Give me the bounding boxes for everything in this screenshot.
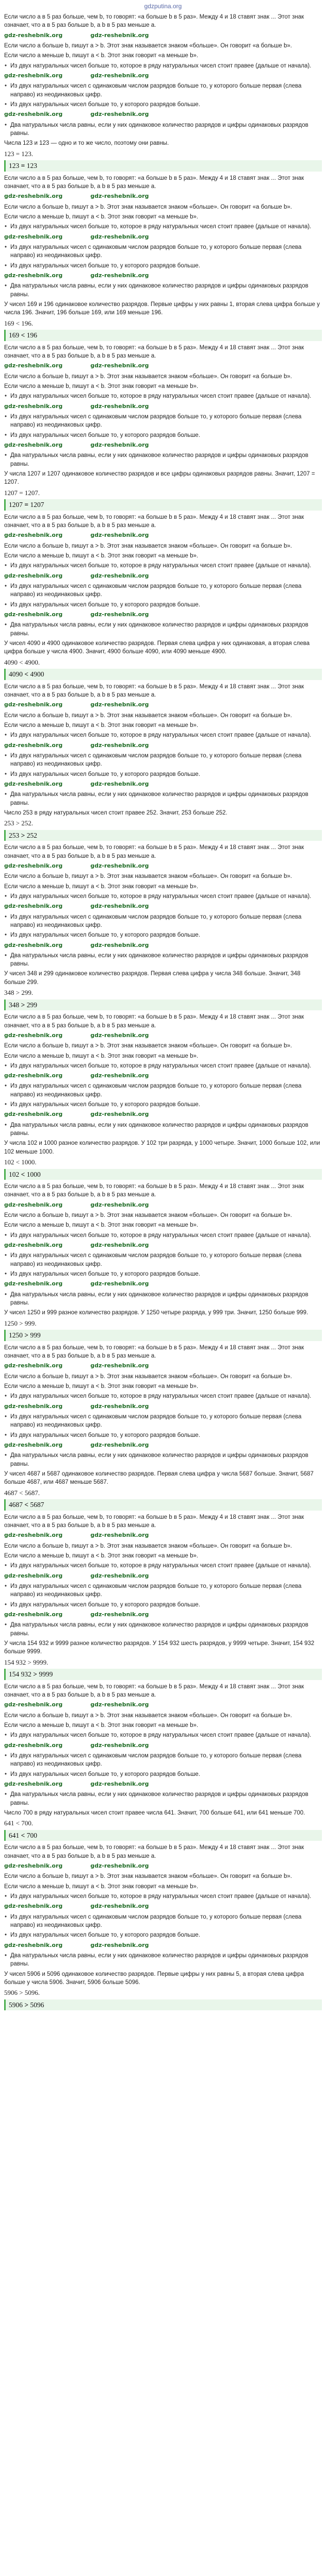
- less-sign-rule: Если число a меньше b, пишут a < b. Этот знак говорит «a меньше b».: [4, 1883, 199, 1890]
- rule-more-digits: • Из двух натуральных чисел больше то, у которого разрядов больше.: [4, 931, 322, 939]
- watermark-logo: gdz-reshebnik.org: [4, 272, 63, 279]
- solutions-content: [4, 13, 322, 2010]
- answer-sign: >: [24, 1331, 29, 1340]
- watermark-logo: gdz-reshebnik.org: [4, 1280, 63, 1287]
- greater-sign-rule: Если число a больше b, пишут a > b. Этот знак называется знаком «больше». Он говорит «a больше b».: [4, 712, 292, 719]
- less-sign-rule: Если число a меньше b, пишут a < b. Этот знак говорит «a меньше b».: [4, 1722, 199, 1729]
- rule-number-line: • Из двух натуральных чисел больше то, которое в ряду натуральных чисел стоит правее (дальше от начала).: [4, 1062, 322, 1070]
- watermark-logo: gdz-reshebnik.org: [90, 402, 149, 410]
- watermark-logo: gdz-reshebnik.org: [90, 1741, 149, 1749]
- watermark-logo: gdz-reshebnik.org: [4, 1532, 63, 1539]
- watermark-logo: gdz-reshebnik.org: [4, 1862, 63, 1870]
- watermark-logo: gdz-reshebnik.org: [4, 862, 63, 869]
- answer-left: 4687: [9, 1501, 23, 1509]
- rule-number-line: • Из двух натуральных чисел больше то, которое в ряду натуральных чисел стоит правее (дальше от начала).: [4, 1892, 322, 1901]
- watermark-row: [4, 1031, 322, 1040]
- solution-section: [4, 843, 322, 1010]
- intro-text: Если число a в 5 раз больше, чем b, то говорят: «a больше b в 5 раз». Между 4 и 18 ставят знак ... Этот знак означает, что a в 5 раз больше b, а b в 5 раз меньше a.: [4, 1014, 304, 1029]
- rule-number-line: • Из двух натуральных чисел больше то, которое в ряду натуральных чисел стоит правее (дальше от начала).: [4, 892, 322, 901]
- intro-text: Если число a в 5 раз больше, чем b, то говорят: «a больше b в 5 раз». Между 4 и 18 ставят знак ... Этот знак означает, что a в 5 раз больше b, а b в 5 раз меньше a.: [4, 1183, 304, 1198]
- answer-box: [4, 1330, 322, 1341]
- watermark-logo: gdz-reshebnik.org: [4, 1941, 63, 1948]
- rule-more-digits: • Из двух натуральных чисел больше то, у которого разрядов больше.: [4, 262, 322, 270]
- watermark-row: [4, 531, 322, 539]
- answer-right: 1207: [30, 501, 44, 509]
- answer-left: 169: [9, 331, 20, 340]
- comparison-line: 5906 > 5096.: [4, 1989, 40, 1997]
- solution-explanation: У чисел 4687 и 5687 одинаковое количество разрядов. Первая слева цифра у числа 5687 больше. Значит, 5687 больше 4687, или 4687 меньше 5687.: [4, 1471, 314, 1486]
- answer-right: 196: [26, 331, 37, 340]
- watermark-row: [4, 192, 322, 200]
- rule-same-digits: • Из двух натуральных чисел с одинаковым числом разрядов больше то, у которого больше первая (слева направо) из неодинаковых цифр.: [4, 913, 322, 930]
- intro-text: Если число a в 5 раз больше, чем b, то говорят: «a больше b в 5 раз». Между 4 и 18 ставят знак ... Этот знак означает, что a в 5 раз больше b, а b в 5 раз меньше a.: [4, 1683, 304, 1699]
- greater-sign-rule: Если число a больше b, пишут a > b. Этот знак называется знаком «больше». Он говорит «a больше b».: [4, 543, 292, 549]
- greater-sign-rule: Если число a больше b, пишут a > b. Этот знак называется знаком «больше». Он говорит «a больше b».: [4, 1543, 292, 1549]
- rule-equal-numbers: • Два натуральных числа равны, если у них одинаковое количество разрядов и цифры одинаковых разрядов равны.: [4, 621, 322, 638]
- watermark-row: [4, 272, 322, 280]
- watermark-row: [4, 1201, 322, 1209]
- rule-equal-numbers: • Два натуральных числа равны, если у них одинаковое количество разрядов и цифры одинаковых разрядов равны.: [4, 952, 322, 969]
- solution-explanation: У числа 1207 и 1207 одинаковое количество разрядов и все цифры одинаковых разрядов равны. Значит, 1207 = 1207.: [4, 470, 315, 486]
- watermark-row: [4, 1241, 322, 1249]
- rule-number-line: • Из двух натуральных чисел больше то, которое в ряду натуральных чисел стоит правее (дальше от начала).: [4, 1231, 322, 1240]
- watermark-row: [4, 1441, 322, 1449]
- watermark-logo: gdz-reshebnik.org: [4, 1111, 63, 1118]
- watermark-row: [4, 1701, 322, 1709]
- answer-left: 123: [9, 162, 20, 170]
- answer-left: 154 932: [9, 1670, 31, 1679]
- watermark-row: [4, 1110, 322, 1118]
- solution-explanation: Число 253 в ряду натуральных чисел стоит правее 252. Значит, 253 больше 252.: [4, 809, 227, 816]
- watermark-logo: gdz-reshebnik.org: [90, 941, 149, 948]
- answer-right: 700: [26, 1831, 37, 1839]
- rule-equal-numbers: • Два натуральных числа равны, если у них одинаковое количество разрядов и цифры одинаковых разрядов равны.: [4, 1952, 322, 1969]
- watermark-logo: gdz-reshebnik.org: [90, 1862, 149, 1870]
- watermark-logo: gdz-reshebnik.org: [90, 31, 149, 39]
- solution-explanation: У чисел 169 и 196 одинаковое количество разрядов. Первые цифры у них равны 1, вторая слева цифра больше у числа 196. Значит, 196 больше 169, или 169 меньше 196.: [4, 301, 320, 316]
- watermark-logo: gdz-reshebnik.org: [4, 441, 63, 448]
- comparison-line: 123 = 123.: [4, 149, 34, 158]
- watermark-logo: gdz-reshebnik.org: [90, 1941, 149, 1948]
- watermark-logo: gdz-reshebnik.org: [90, 1280, 149, 1287]
- watermark-logo: gdz-reshebnik.org: [4, 1903, 63, 1910]
- rule-equal-numbers: • Два натуральных числа равны, если у них одинаковое количество разрядов и цифры одинаковых разрядов равны.: [4, 1121, 322, 1138]
- watermark-logo: gdz-reshebnik.org: [90, 532, 149, 539]
- intro-text: Если число a в 5 раз больше, чем b, то говорят: «a больше b в 5 раз». Между 4 и 18 ставят знак ... Этот знак означает, что a в 5 раз больше b, а b в 5 раз меньше a.: [4, 175, 304, 190]
- watermark-row: [4, 110, 322, 118]
- watermark-row: [4, 741, 322, 750]
- solution-section: [4, 344, 322, 511]
- rule-same-digits: • Из двух натуральных чисел с одинаковым числом разрядов больше то, у которого больше первая (слева направо) из неодинаковых цифр.: [4, 1082, 322, 1099]
- solution-section: [4, 13, 322, 172]
- greater-sign-rule: Если число a больше b, пишут a > b. Этот знак называется знаком «больше». Он говорит «a больше b».: [4, 1712, 292, 1719]
- watermark-logo: gdz-reshebnik.org: [90, 1362, 149, 1369]
- watermark-row: [4, 1611, 322, 1619]
- comparison-line: 4687 < 5687.: [4, 1488, 40, 1497]
- watermark-row: [4, 1902, 322, 1910]
- solution-explanation: У чисел 5906 и 5096 одинаковое количество разрядов. Первые цифры у них равны 5, а вторая слева цифра больше у числа 5906. Значит, 5906 больше 5096.: [4, 1971, 304, 1986]
- watermark-row: [4, 780, 322, 788]
- answer-right: 9999: [39, 1670, 53, 1679]
- watermark-logo: gdz-reshebnik.org: [90, 441, 149, 448]
- rule-same-digits: • Из двух натуральных чисел с одинаковым числом разрядов больше то, у которого больше первая (слева направо) из неодинаковых цифр.: [4, 1582, 322, 1599]
- watermark-logo: gdz-reshebnik.org: [90, 1611, 149, 1618]
- greater-sign-rule: Если число a больше b, пишут a > b. Этот знак называется знаком «больше». Он говорит «a больше b».: [4, 1212, 292, 1219]
- intro-text: Если число a в 5 раз больше, чем b, то говорят: «a больше b в 5 раз». Между 4 и 18 ставят знак ... Этот знак означает, что a в 5 раз больше b, а b в 5 раз меньше a.: [4, 844, 304, 859]
- watermark-logo: gdz-reshebnik.org: [4, 1611, 63, 1618]
- answer-sign: =: [24, 501, 29, 509]
- answer-left: 1207: [9, 501, 23, 509]
- rule-more-digits: • Из двух натуральных чисел больше то, у которого разрядов больше.: [4, 1431, 322, 1439]
- comparison-line: 641 < 700.: [4, 1819, 34, 1827]
- greater-sign-rule: Если число a больше b, пишут a > b. Этот знак называется знаком «больше». Он говорит «a больше b».: [4, 1373, 292, 1380]
- watermark-logo: gdz-reshebnik.org: [90, 1572, 149, 1579]
- answer-box: [4, 160, 322, 172]
- answer-sign: >: [24, 2001, 29, 2009]
- watermark-logo: gdz-reshebnik.org: [90, 362, 149, 369]
- comparison-line: 1250 > 999.: [4, 1319, 37, 1327]
- watermark-logo: gdz-reshebnik.org: [90, 1532, 149, 1539]
- less-sign-rule: Если число a меньше b, пишут a < b. Этот знак говорит «a меньше b».: [4, 552, 199, 559]
- solution-explanation: Числа 123 и 123 — одно и то же число, поэтому они равны.: [4, 140, 169, 147]
- answer-box: [4, 999, 322, 1011]
- less-sign-rule: Если число a меньше b, пишут a < b. Этот знак говорит «a меньше b».: [4, 883, 199, 890]
- answer-sign: <: [24, 670, 29, 678]
- watermark-logo: gdz-reshebnik.org: [4, 362, 63, 369]
- watermark-logo: gdz-reshebnik.org: [90, 862, 149, 869]
- answer-sign: <: [21, 331, 25, 340]
- intro-text: Если число a в 5 раз больше, чем b, то говорят: «a больше b в 5 раз». Между 4 и 18 ставят знак ... Этот знак означает, что a в 5 раз больше b, а b в 5 раз меньше a.: [4, 14, 304, 29]
- rule-equal-numbers: • Два натуральных числа равны, если у них одинаковое количество разрядов и цифры одинаковых разрядов равны.: [4, 1451, 322, 1468]
- answer-right: 252: [26, 831, 37, 839]
- watermark-logo: gdz-reshebnik.org: [90, 903, 149, 910]
- watermark-row: [4, 402, 322, 411]
- answer-sign: >: [21, 1001, 25, 1009]
- watermark-row: [4, 1402, 322, 1411]
- rule-more-digits: • Из двух натуральных чисел больше то, у которого разрядов больше.: [4, 1931, 322, 1939]
- watermark-logo: gdz-reshebnik.org: [90, 572, 149, 579]
- watermark-row: [4, 1862, 322, 1870]
- greater-sign-rule: Если число a больше b, пишут a > b. Этот знак называется знаком «больше». Он говорит «a больше b».: [4, 204, 292, 210]
- comparison-line: 154 932 > 9999.: [4, 1658, 48, 1666]
- watermark-logo: gdz-reshebnik.org: [4, 1402, 63, 1410]
- answer-box: [4, 1830, 322, 1841]
- watermark-logo: gdz-reshebnik.org: [4, 532, 63, 539]
- answer-left: 1250: [9, 1331, 23, 1340]
- watermark-row: [4, 1780, 322, 1788]
- watermark-logo: gdz-reshebnik.org: [4, 1031, 63, 1039]
- answer-right: 4900: [30, 670, 44, 678]
- answer-box: [4, 499, 322, 511]
- solution-explanation: Число 700 в ряду натуральных чисел стоит правее числа 641. Значит, 700 больше 641, или 641 меньше 700.: [4, 1810, 305, 1816]
- answer-left: 253: [9, 831, 20, 839]
- watermark-logo: gdz-reshebnik.org: [4, 1442, 63, 1449]
- rule-more-digits: • Из двух натуральных чисел больше то, у которого разрядов больше.: [4, 100, 322, 109]
- answer-box: [4, 1999, 322, 2011]
- rule-same-digits: • Из двух натуральных чисел с одинаковым числом разрядов больше то, у которого больше первая (слева направо) из неодинаковых цифр.: [4, 82, 322, 99]
- watermark-row: [4, 233, 322, 241]
- watermark-logo: gdz-reshebnik.org: [4, 1072, 63, 1079]
- watermark-row: [4, 72, 322, 80]
- rule-more-digits: • Из двух натуральных чисел больше то, у которого разрядов больше.: [4, 1601, 322, 1609]
- answer-sign: <: [21, 1170, 25, 1178]
- solution-explanation: У числа 102 и 1000 разное количество разрядов. У 102 три разряда, у 1000 четыре. Значит, 1000 больше 102, или 102 меньше 1000.: [4, 1140, 320, 1155]
- less-sign-rule: Если число a меньше b, пишут a < b. Этот знак говорит «a меньше b».: [4, 1383, 199, 1390]
- solution-section: [4, 683, 322, 841]
- rule-same-digits: • Из двух натуральных чисел с одинаковым числом разрядов больше то, у которого больше первая (слева направо) из неодинаковых цифр.: [4, 243, 322, 260]
- watermark-logo: gdz-reshebnik.org: [4, 233, 63, 240]
- watermark-logo: gdz-reshebnik.org: [4, 572, 63, 579]
- answer-left: 641: [9, 1831, 20, 1839]
- comparison-line: 348 > 299.: [4, 989, 34, 997]
- solution-section: [4, 1013, 322, 1180]
- comparison-line: 1207 = 1207.: [4, 488, 40, 497]
- rule-number-line: • Из двух натуральных чисел больше то, которое в ряду натуральных чисел стоит правее (дальше от начала).: [4, 1392, 322, 1400]
- greater-sign-rule: Если число a больше b, пишут a > b. Этот знак называется знаком «больше». Он говорит «a больше b».: [4, 1873, 292, 1880]
- watermark-logo: gdz-reshebnik.org: [90, 780, 149, 787]
- rule-same-digits: • Из двух натуральных чисел с одинаковым числом разрядов больше то, у которого больше первая (слева направо) из неодинаковых цифр.: [4, 1251, 322, 1268]
- watermark-logo: gdz-reshebnik.org: [90, 1201, 149, 1208]
- rule-more-digits: • Из двух натуральных чисел больше то, у которого разрядов больше.: [4, 431, 322, 439]
- comparison-line: 169 < 196.: [4, 319, 34, 327]
- answer-box: [4, 669, 322, 680]
- rule-equal-numbers: • Два натуральных числа равны, если у них одинаковое количество разрядов и цифры одинаковых разрядов равны.: [4, 451, 322, 468]
- less-sign-rule: Если число a меньше b, пишут a < b. Этот знак говорит «a меньше b».: [4, 1553, 199, 1560]
- answer-box: [4, 1499, 322, 1511]
- greater-sign-rule: Если число a больше b, пишут a > b. Этот знак называется знаком «больше». Он говорит «a больше b».: [4, 873, 292, 880]
- intro-text: Если число a в 5 раз больше, чем b, то говорят: «a больше b в 5 раз». Между 4 и 18 ставят знак ... Этот знак означает, что a в 5 раз больше b, а b в 5 раз меньше a.: [4, 683, 304, 698]
- watermark-logo: gdz-reshebnik.org: [4, 72, 63, 79]
- watermark-row: [4, 902, 322, 910]
- watermark-logo: gdz-reshebnik.org: [90, 701, 149, 708]
- watermark-logo: gdz-reshebnik.org: [90, 233, 149, 240]
- answer-right: 123: [26, 162, 37, 170]
- watermark-logo: gdz-reshebnik.org: [4, 903, 63, 910]
- watermark-row: [4, 1941, 322, 1950]
- watermark-logo: gdz-reshebnik.org: [4, 701, 63, 708]
- solution-explanation: У чисел 4090 и 4900 одинаковое количество разрядов. Первая слева цифра у них одинаковая, а вторая слева цифра больше у числа 4900. Значит, 4900 больше 4090, или 4090 меньше 4900.: [4, 640, 310, 655]
- rule-same-digits: • Из двух натуральных чисел с одинаковым числом разрядов больше то, у которого больше первая (слева направо) из неодинаковых цифр.: [4, 582, 322, 599]
- site-title[interactable]: gdzputina.org: [144, 3, 182, 10]
- less-sign-rule: Если число a меньше b, пишут a < b. Этот знак говорит «a меньше b».: [4, 383, 199, 389]
- answer-sign: >: [33, 1670, 37, 1679]
- watermark-logo: gdz-reshebnik.org: [4, 1242, 63, 1249]
- watermark-row: [4, 362, 322, 370]
- watermark-logo: gdz-reshebnik.org: [4, 1201, 63, 1208]
- solution-explanation: У чисел 348 и 299 одинаковое количество разрядов. Первая слева цифра у числа 348 больше. Значит, 348 больше 299.: [4, 971, 301, 986]
- solution-explanation: У чисел 1250 и 999 разное количество разрядов. У 1250 четыре разряда, у 999 три. Значит, 1250 больше 999.: [4, 1310, 308, 1316]
- watermark-row: [4, 1280, 322, 1288]
- watermark-logo: gdz-reshebnik.org: [4, 941, 63, 948]
- watermark-logo: gdz-reshebnik.org: [4, 611, 63, 618]
- less-sign-rule: Если число a меньше b, пишут a < b. Этот знак говорит «a меньше b».: [4, 1222, 199, 1229]
- intro-text: Если число a в 5 раз больше, чем b, то говорят: «a больше b в 5 раз». Между 4 и 18 ставят знак ... Этот знак означает, что a в 5 раз больше b, а b в 5 раз меньше a.: [4, 1344, 304, 1360]
- rule-same-digits: • Из двух натуральных чисел с одинаковым числом разрядов больше то, у которого больше первая (слева направо) из неодинаковых цифр.: [4, 413, 322, 430]
- intro-text: Если число a в 5 раз больше, чем b, то говорят: «a больше b в 5 раз». Между 4 и 18 ставят знак ... Этот знак означает, что a в 5 раз больше b, а b в 5 раз меньше a.: [4, 1844, 304, 1859]
- watermark-row: [4, 862, 322, 870]
- watermark-row: [4, 941, 322, 950]
- watermark-logo: gdz-reshebnik.org: [90, 741, 149, 749]
- solution-section: [4, 1683, 322, 1841]
- rule-number-line: • Из двух натуральных чисел больше то, которое в ряду натуральных чисел стоит правее (дальше от начала).: [4, 1731, 322, 1739]
- answer-left: 4090: [9, 670, 23, 678]
- watermark-logo: gdz-reshebnik.org: [4, 193, 63, 200]
- answer-box: [4, 1669, 322, 1680]
- rule-number-line: • Из двух натуральных чисел больше то, которое в ряду натуральных чисел стоит правее (дальше от начала).: [4, 562, 322, 570]
- watermark-row: [4, 31, 322, 40]
- intro-text: Если число a в 5 раз больше, чем b, то говорят: «a больше b в 5 раз». Между 4 и 18 ставят знак ... Этот знак означает, что a в 5 раз больше b, а b в 5 раз меньше a.: [4, 1514, 304, 1529]
- solution-section: [4, 174, 322, 341]
- rule-more-digits: • Из двух натуральных чисел больше то, у которого разрядов больше.: [4, 601, 322, 609]
- watermark-row: [4, 1531, 322, 1539]
- watermark-logo: gdz-reshebnik.org: [90, 1903, 149, 1910]
- answer-right: 1000: [26, 1170, 41, 1178]
- watermark-logo: gdz-reshebnik.org: [4, 111, 63, 118]
- watermark-logo: gdz-reshebnik.org: [90, 1111, 149, 1118]
- watermark-row: [4, 441, 322, 449]
- rule-same-digits: • Из двух натуральных чисел с одинаковым числом разрядов больше то, у которого больше первая (слева направо) из неодинаковых цифр.: [4, 1413, 322, 1430]
- watermark-logo: gdz-reshebnik.org: [4, 1572, 63, 1579]
- answer-box: [4, 830, 322, 841]
- watermark-logo: gdz-reshebnik.org: [90, 1442, 149, 1449]
- rule-same-digits: • Из двух натуральных чисел с одинаковым числом разрядов больше то, у которого больше первая (слева направо) из неодинаковых цифр.: [4, 1752, 322, 1769]
- answer-box: [4, 330, 322, 341]
- answer-sign: >: [21, 831, 25, 839]
- watermark-logo: gdz-reshebnik.org: [90, 1031, 149, 1039]
- watermark-row: [4, 572, 322, 580]
- less-sign-rule: Если число a меньше b, пишут a < b. Этот знак говорит «a меньше b».: [4, 1053, 199, 1059]
- less-sign-rule: Если число a меньше b, пишут a < b. Этот знак говорит «a меньше b».: [4, 53, 199, 59]
- watermark-row: [4, 1072, 322, 1080]
- answer-right: 299: [26, 1001, 37, 1009]
- rule-equal-numbers: • Два натуральных числа равны, если у них одинаковое количество разрядов и цифры одинаковых разрядов равны.: [4, 790, 322, 807]
- watermark-logo: gdz-reshebnik.org: [90, 111, 149, 118]
- rule-more-digits: • Из двух натуральных чисел больше то, у которого разрядов больше.: [4, 1100, 322, 1109]
- answer-right: 5687: [30, 1501, 44, 1509]
- watermark-logo: gdz-reshebnik.org: [90, 1242, 149, 1249]
- watermark-logo: gdz-reshebnik.org: [4, 780, 63, 787]
- rule-same-digits: • Из двух натуральных чисел с одинаковым числом разрядов больше то, у которого больше первая (слева направо) из неодинаковых цифр.: [4, 1913, 322, 1930]
- answer-left: 348: [9, 1001, 20, 1009]
- rule-equal-numbers: • Два натуральных числа равны, если у них одинаковое количество разрядов и цифры одинаковых разрядов равны.: [4, 1291, 322, 1308]
- rule-same-digits: • Из двух натуральных чисел с одинаковым числом разрядов больше то, у которого больше первая (слева направо) из неодинаковых цифр.: [4, 752, 322, 769]
- rule-number-line: • Из двух натуральных чисел больше то, которое в ряду натуральных чисел стоит правее (дальше от начала).: [4, 223, 322, 231]
- watermark-logo: gdz-reshebnik.org: [4, 1781, 63, 1788]
- watermark-logo: gdz-reshebnik.org: [4, 1701, 63, 1708]
- greater-sign-rule: Если число a больше b, пишут a > b. Этот знак называется знаком «больше». Он говорит «a больше b».: [4, 373, 292, 380]
- solution-section: [4, 1843, 322, 2010]
- solution-section: [4, 1513, 322, 1680]
- watermark-logo: gdz-reshebnik.org: [90, 1701, 149, 1708]
- rule-equal-numbers: • Два натуральных числа равны, если у них одинаковое количество разрядов и цифры одинаковых разрядов равны.: [4, 1790, 322, 1807]
- watermark-logo: gdz-reshebnik.org: [4, 1362, 63, 1369]
- rule-equal-numbers: • Два натуральных числа равны, если у них одинаковое количество разрядов и цифры одинаковых разрядов равны.: [4, 1621, 322, 1638]
- rule-more-digits: • Из двух натуральных чисел больше то, у которого разрядов больше.: [4, 1770, 322, 1778]
- intro-text: Если число a в 5 раз больше, чем b, то говорят: «a больше b в 5 раз». Между 4 и 18 ставят знак ... Этот знак означает, что a в 5 раз больше b, а b в 5 раз меньше a.: [4, 344, 304, 359]
- rule-number-line: • Из двух натуральных чисел больше то, которое в ряду натуральных чисел стоит правее (дальше от начала).: [4, 1562, 322, 1570]
- rule-number-line: • Из двух натуральных чисел больше то, которое в ряду натуральных чисел стоит правее (дальше от начала).: [4, 731, 322, 739]
- watermark-logo: gdz-reshebnik.org: [4, 1741, 63, 1749]
- answer-box: [4, 1169, 322, 1180]
- watermark-logo: gdz-reshebnik.org: [90, 272, 149, 279]
- answer-sign: <: [24, 1501, 29, 1509]
- rule-equal-numbers: • Два натуральных числа равны, если у них одинаковое количество разрядов и цифры одинаковых разрядов равны.: [4, 282, 322, 299]
- watermark-row: [4, 1572, 322, 1580]
- intro-text: Если число a в 5 раз больше, чем b, то говорят: «a больше b в 5 раз». Между 4 и 18 ставят знак ... Этот знак означает, что a в 5 раз больше b, а b в 5 раз меньше a.: [4, 514, 304, 529]
- greater-sign-rule: Если число a больше b, пишут a > b. Этот знак называется знаком «больше». Он говорит «a больше b».: [4, 1043, 292, 1049]
- watermark-row: [4, 1362, 322, 1370]
- less-sign-rule: Если число a меньше b, пишут a < b. Этот знак говорит «a меньше b».: [4, 722, 199, 728]
- watermark-logo: gdz-reshebnik.org: [90, 1072, 149, 1079]
- answer-sign: =: [21, 162, 25, 170]
- watermark-logo: gdz-reshebnik.org: [90, 1781, 149, 1788]
- solution-explanation: У числа 154 932 и 9999 разное количество разрядов. У 154 932 шесть разрядов, у 9999 четыре. Значит, 154 932 больше 9999.: [4, 1640, 315, 1655]
- rule-equal-numbers: • Два натуральных числа равны, если у них одинаковое количество разрядов и цифры одинаковых разрядов равны.: [4, 121, 322, 138]
- watermark-logo: gdz-reshebnik.org: [4, 31, 63, 39]
- solution-section: [4, 513, 322, 680]
- rule-number-line: • Из двух натуральных чисел больше то, которое в ряду натуральных чисел стоит правее (дальше от начала).: [4, 392, 322, 400]
- comparison-line: 102 < 1000.: [4, 1158, 37, 1166]
- answer-right: 999: [30, 1331, 41, 1340]
- watermark-logo: gdz-reshebnik.org: [4, 741, 63, 749]
- watermark-logo: gdz-reshebnik.org: [90, 193, 149, 200]
- watermark-logo: gdz-reshebnik.org: [90, 611, 149, 618]
- answer-left: 102: [9, 1170, 20, 1178]
- watermark-logo: gdz-reshebnik.org: [90, 72, 149, 79]
- less-sign-rule: Если число a меньше b, пишут a < b. Этот знак говорит «a меньше b».: [4, 213, 199, 220]
- watermark-logo: gdz-reshebnik.org: [4, 402, 63, 410]
- watermark-row: [4, 701, 322, 709]
- solution-section: [4, 1344, 322, 1511]
- greater-sign-rule: Если число a больше b, пишут a > b. Этот знак называется знаком «больше». Он говорит «a больше b».: [4, 43, 292, 49]
- answer-sign: <: [21, 1831, 25, 1839]
- watermark-row: [4, 1741, 322, 1750]
- rule-more-digits: • Из двух натуральных чисел больше то, у которого разрядов больше.: [4, 770, 322, 778]
- answer-left: 5906: [9, 2001, 23, 2009]
- watermark-row: [4, 611, 322, 619]
- rule-more-digits: • Из двух натуральных чисел больше то, у которого разрядов больше.: [4, 1270, 322, 1278]
- comparison-line: 253 > 252.: [4, 819, 34, 827]
- solution-section: [4, 1182, 322, 1341]
- answer-right: 5096: [30, 2001, 44, 2009]
- rule-number-line: • Из двух натуральных чисел больше то, которое в ряду натуральных чисел стоит правее (дальше от начала).: [4, 62, 322, 70]
- comparison-line: 4090 < 4900.: [4, 658, 40, 666]
- watermark-logo: gdz-reshebnik.org: [90, 1402, 149, 1410]
